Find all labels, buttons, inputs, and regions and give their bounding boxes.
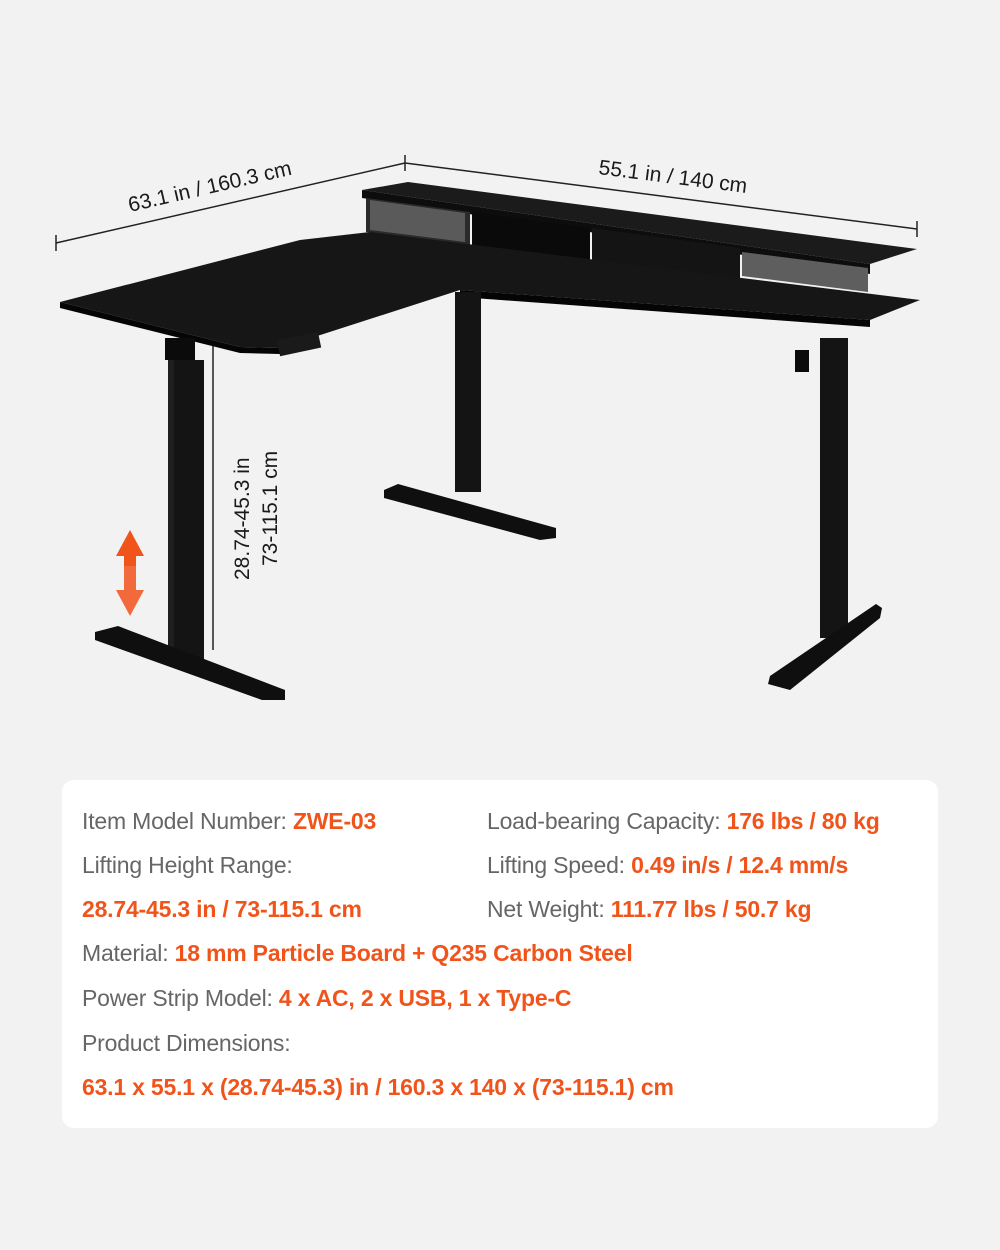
spec-lift-range-label: Lifting Height Range:	[82, 852, 293, 878]
spec-weight	[487, 896, 811, 923]
up-down-arrow-icon	[116, 530, 144, 616]
spec-load-label: Load-bearing Capacity:	[487, 808, 721, 834]
spec-lift-speed-value: 0.49 in/s / 12.4 mm/s	[631, 852, 849, 878]
l-shaped-desk	[60, 182, 920, 700]
spec-model-label: Item Model Number:	[82, 808, 287, 834]
spec-lift-speed-label: Lifting Speed:	[487, 852, 625, 878]
spec-material	[82, 940, 633, 967]
spec-weight-label: Net Weight:	[487, 896, 605, 922]
spec-card	[62, 780, 938, 1128]
spec-lift-range-value-row	[82, 896, 362, 923]
spec-model-value: ZWE-03	[292, 808, 377, 834]
dimension-label-left-width: 63.1 in / 160.3 cm	[125, 156, 294, 217]
spec-dimensions	[82, 1030, 290, 1057]
spec-lift-range	[82, 852, 293, 879]
spec-power-label: Power Strip Model:	[82, 985, 273, 1011]
dimension-label-height-cm: 73-115.1 cm	[259, 450, 282, 566]
spec-dimensions-value: 63.1 x 55.1 x (28.74-45.3) in / 160.3 x 140 x (73-115.1) cm	[82, 1074, 674, 1100]
dimension-label-right-width: 55.1 in / 140 cm	[597, 156, 749, 198]
dimension-label-height-in: 28.74-45.3 in	[231, 457, 254, 580]
spec-load-value: 176 lbs / 80 kg	[726, 808, 880, 834]
spec-power-value: 4 x AC, 2 x USB, 1 x Type-C	[278, 985, 572, 1011]
spec-model	[82, 808, 376, 835]
spec-power	[82, 985, 571, 1012]
spec-material-value: 18 mm Particle Board + Q235 Carbon Steel	[174, 940, 633, 966]
spec-lift-range-value: 28.74-45.3 in / 73-115.1 cm	[82, 896, 362, 922]
spec-load	[487, 808, 880, 835]
spec-dimensions-value-row	[82, 1074, 674, 1101]
spec-weight-value: 111.77 lbs / 50.7 kg	[610, 896, 812, 922]
spec-dimensions-label: Product Dimensions:	[82, 1030, 291, 1056]
spec-material-label: Material:	[82, 940, 169, 966]
spec-lift-speed	[487, 852, 848, 879]
